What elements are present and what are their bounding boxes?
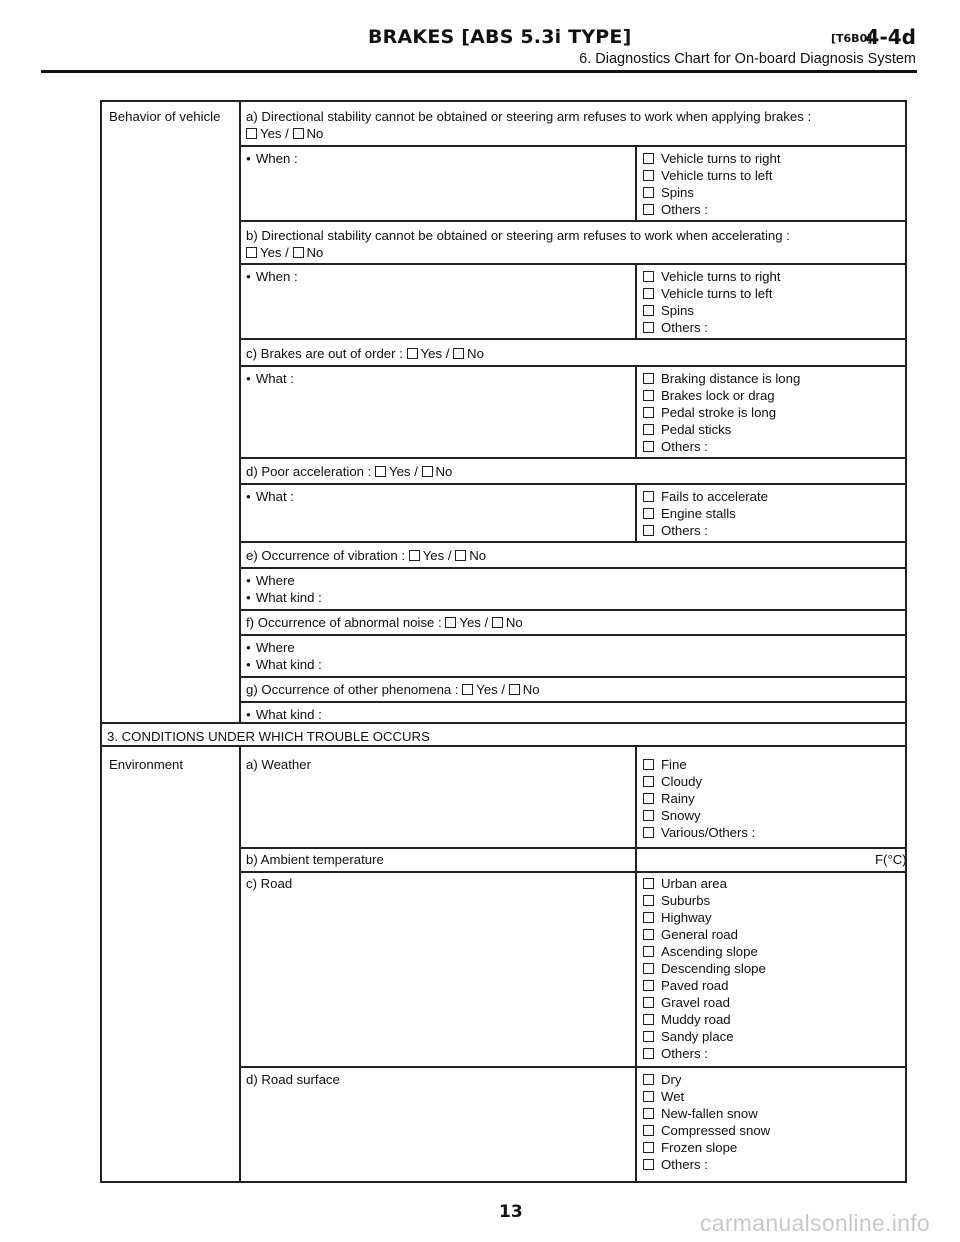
what-label-d: ● What : bbox=[246, 488, 294, 505]
what-kind-label-e: ● What kind : bbox=[246, 589, 322, 606]
conditions-heading-line bbox=[102, 745, 907, 747]
road-option-5[interactable]: Ascending slope bbox=[643, 943, 758, 960]
road-option-7[interactable]: Paved road bbox=[643, 977, 728, 994]
yes-label: Yes / bbox=[420, 346, 454, 361]
yes-label: Yes / bbox=[476, 682, 509, 697]
diagnosis-form bbox=[100, 100, 907, 1183]
no-label: No bbox=[306, 126, 324, 141]
left-column-divider bbox=[239, 102, 241, 722]
road-option-4[interactable]: General road bbox=[643, 926, 738, 943]
yes-checkbox[interactable] bbox=[407, 346, 421, 361]
yes-label: Yes / bbox=[459, 615, 492, 630]
row-line bbox=[239, 609, 907, 611]
row-line bbox=[239, 263, 907, 265]
option-d-1[interactable]: Fails to accelerate bbox=[643, 488, 768, 505]
page-number: 13 bbox=[499, 1202, 523, 1222]
environment-label: Environment bbox=[109, 757, 184, 772]
road-option-1[interactable]: Urban area bbox=[643, 875, 727, 892]
yes-label: Yes / bbox=[260, 126, 293, 141]
question-e bbox=[246, 547, 486, 564]
what-kind-label-g: ● What kind : bbox=[246, 706, 322, 723]
road-option-11[interactable]: Others : bbox=[643, 1045, 708, 1062]
surface-option-6[interactable]: Others : bbox=[643, 1156, 708, 1173]
road-option-9[interactable]: Muddy road bbox=[643, 1011, 731, 1028]
yes-checkbox[interactable] bbox=[462, 682, 476, 697]
no-label: No bbox=[306, 245, 324, 260]
weather-option-2[interactable]: Cloudy bbox=[643, 773, 702, 790]
where-label-e: ● Where bbox=[246, 572, 295, 589]
option-c-3[interactable]: Pedal stroke is long bbox=[643, 404, 776, 421]
options-divider-b bbox=[635, 265, 637, 340]
section-subtitle: 6. Diagnostics Chart for On-board Diagnosis System bbox=[579, 51, 916, 67]
road-option-10[interactable]: Sandy place bbox=[643, 1028, 734, 1045]
no-checkbox[interactable] bbox=[293, 245, 307, 260]
temperature-unit: F(°C) bbox=[875, 852, 907, 867]
no-checkbox[interactable] bbox=[455, 548, 469, 563]
temperature-label: b) Ambient temperature bbox=[246, 852, 384, 867]
option-a-1[interactable]: Vehicle turns to right bbox=[643, 150, 781, 167]
question-e-text: e) Occurrence of vibration : bbox=[246, 548, 409, 563]
yes-label: Yes / bbox=[389, 464, 422, 479]
row-line bbox=[239, 338, 907, 340]
row-line bbox=[239, 220, 907, 222]
surface-option-4[interactable]: Compressed snow bbox=[643, 1122, 770, 1139]
yes-checkbox[interactable] bbox=[409, 548, 423, 563]
yes-checkbox[interactable] bbox=[246, 245, 260, 260]
option-c-5[interactable]: Others : bbox=[643, 438, 708, 455]
row-line bbox=[239, 145, 907, 147]
options-divider-d bbox=[635, 485, 637, 543]
row-line bbox=[239, 676, 907, 678]
weather-option-3[interactable]: Rainy bbox=[643, 790, 695, 807]
no-checkbox[interactable] bbox=[422, 464, 436, 479]
what-kind-label-f: ● What kind : bbox=[246, 656, 322, 673]
row-line bbox=[239, 567, 907, 569]
surface-option-2[interactable]: Wet bbox=[643, 1088, 684, 1105]
row-line bbox=[239, 701, 907, 703]
option-b-1[interactable]: Vehicle turns to right bbox=[643, 268, 781, 285]
option-d-3[interactable]: Others : bbox=[643, 522, 708, 539]
question-f bbox=[246, 614, 523, 631]
question-c bbox=[246, 345, 484, 362]
row-line bbox=[239, 365, 907, 367]
option-a-2[interactable]: Vehicle turns to left bbox=[643, 167, 772, 184]
road-option-3[interactable]: Highway bbox=[643, 909, 712, 926]
weather-option-4[interactable]: Snowy bbox=[643, 807, 701, 824]
option-c-4[interactable]: Pedal sticks bbox=[643, 421, 731, 438]
question-f-text: f) Occurrence of abnormal noise : bbox=[246, 615, 446, 630]
option-b-4[interactable]: Others : bbox=[643, 319, 708, 336]
row-line bbox=[239, 1066, 907, 1068]
conditions-top-line bbox=[102, 722, 907, 724]
question-g bbox=[246, 681, 540, 698]
road-option-8[interactable]: Gravel road bbox=[643, 994, 730, 1011]
question-d bbox=[246, 463, 452, 480]
question-a: a) Directional stability cannot be obtained or steering arm refuses to work when applying brakes : bbox=[246, 109, 812, 124]
surface-option-3[interactable]: New-fallen snow bbox=[643, 1105, 758, 1122]
row-line bbox=[239, 871, 907, 873]
road-option-6[interactable]: Descending slope bbox=[643, 960, 766, 977]
options-divider-c bbox=[635, 367, 637, 459]
options-divider-a bbox=[635, 147, 637, 222]
no-label: No bbox=[505, 615, 523, 630]
option-c-1[interactable]: Braking distance is long bbox=[643, 370, 800, 387]
yes-checkbox[interactable] bbox=[246, 126, 260, 141]
no-label: No bbox=[467, 346, 484, 361]
where-label-f: ● Where bbox=[246, 639, 295, 656]
header-rule bbox=[41, 70, 917, 73]
row-line bbox=[239, 541, 907, 543]
question-c-text: c) Brakes are out of order : bbox=[246, 346, 407, 361]
option-c-2[interactable]: Brakes lock or drag bbox=[643, 387, 775, 404]
watermark: carmanualsonline.info bbox=[699, 1210, 930, 1236]
surface-label: d) Road surface bbox=[246, 1072, 340, 1087]
question-b: b) Directional stability cannot be obtained or steering arm refuses to work when accelerating : bbox=[246, 228, 790, 243]
row-line bbox=[239, 634, 907, 636]
row-line bbox=[239, 457, 907, 459]
option-a-3[interactable]: Spins bbox=[643, 184, 694, 201]
when-label-b: ● When : bbox=[246, 268, 298, 285]
options-divider-env bbox=[635, 747, 637, 1183]
what-label-c: ● What : bbox=[246, 370, 294, 387]
when-label-a: ● When : bbox=[246, 150, 298, 167]
no-checkbox[interactable] bbox=[453, 346, 467, 361]
section-code: [T6B0] bbox=[831, 32, 873, 45]
question-g-text: g) Occurrence of other phenomena : bbox=[246, 682, 463, 697]
section-title: BRAKES [ABS 5.3i TYPE] bbox=[368, 26, 632, 48]
yes-checkbox[interactable] bbox=[445, 615, 459, 630]
surface-option-1[interactable]: Dry bbox=[643, 1071, 682, 1088]
no-label: No bbox=[469, 548, 487, 563]
road-option-2[interactable]: Suburbs bbox=[643, 892, 710, 909]
option-d-2[interactable]: Engine stalls bbox=[643, 505, 736, 522]
row-line bbox=[239, 483, 907, 485]
row-line bbox=[239, 847, 907, 849]
conditions-heading: 3. CONDITIONS UNDER WHICH TROUBLE OCCURS bbox=[107, 729, 430, 744]
yes-no-b bbox=[246, 244, 323, 261]
left-column-divider-lower bbox=[239, 747, 241, 1183]
no-checkbox[interactable] bbox=[293, 126, 307, 141]
no-checkbox[interactable] bbox=[492, 615, 506, 630]
yes-no-a bbox=[246, 125, 323, 142]
surface-option-5[interactable]: Frozen slope bbox=[643, 1139, 737, 1156]
weather-option-1[interactable]: Fine bbox=[643, 756, 687, 773]
behavior-label: Behavior of vehicle bbox=[109, 109, 221, 124]
weather-option-5[interactable]: Various/Others : bbox=[643, 824, 755, 841]
yes-label: Yes / bbox=[422, 548, 456, 563]
option-b-3[interactable]: Spins bbox=[643, 302, 694, 319]
no-checkbox[interactable] bbox=[509, 682, 523, 697]
yes-label: Yes / bbox=[260, 245, 293, 260]
option-a-4[interactable]: Others : bbox=[643, 201, 708, 218]
yes-checkbox[interactable] bbox=[375, 464, 389, 479]
no-label: No bbox=[522, 682, 540, 697]
option-b-2[interactable]: Vehicle turns to left bbox=[643, 285, 772, 302]
question-d-text: d) Poor acceleration : bbox=[246, 464, 376, 479]
no-label: No bbox=[435, 464, 453, 479]
page-reference: 4-4d bbox=[865, 25, 916, 49]
road-label: c) Road bbox=[246, 876, 293, 891]
weather-label: a) Weather bbox=[246, 757, 311, 772]
